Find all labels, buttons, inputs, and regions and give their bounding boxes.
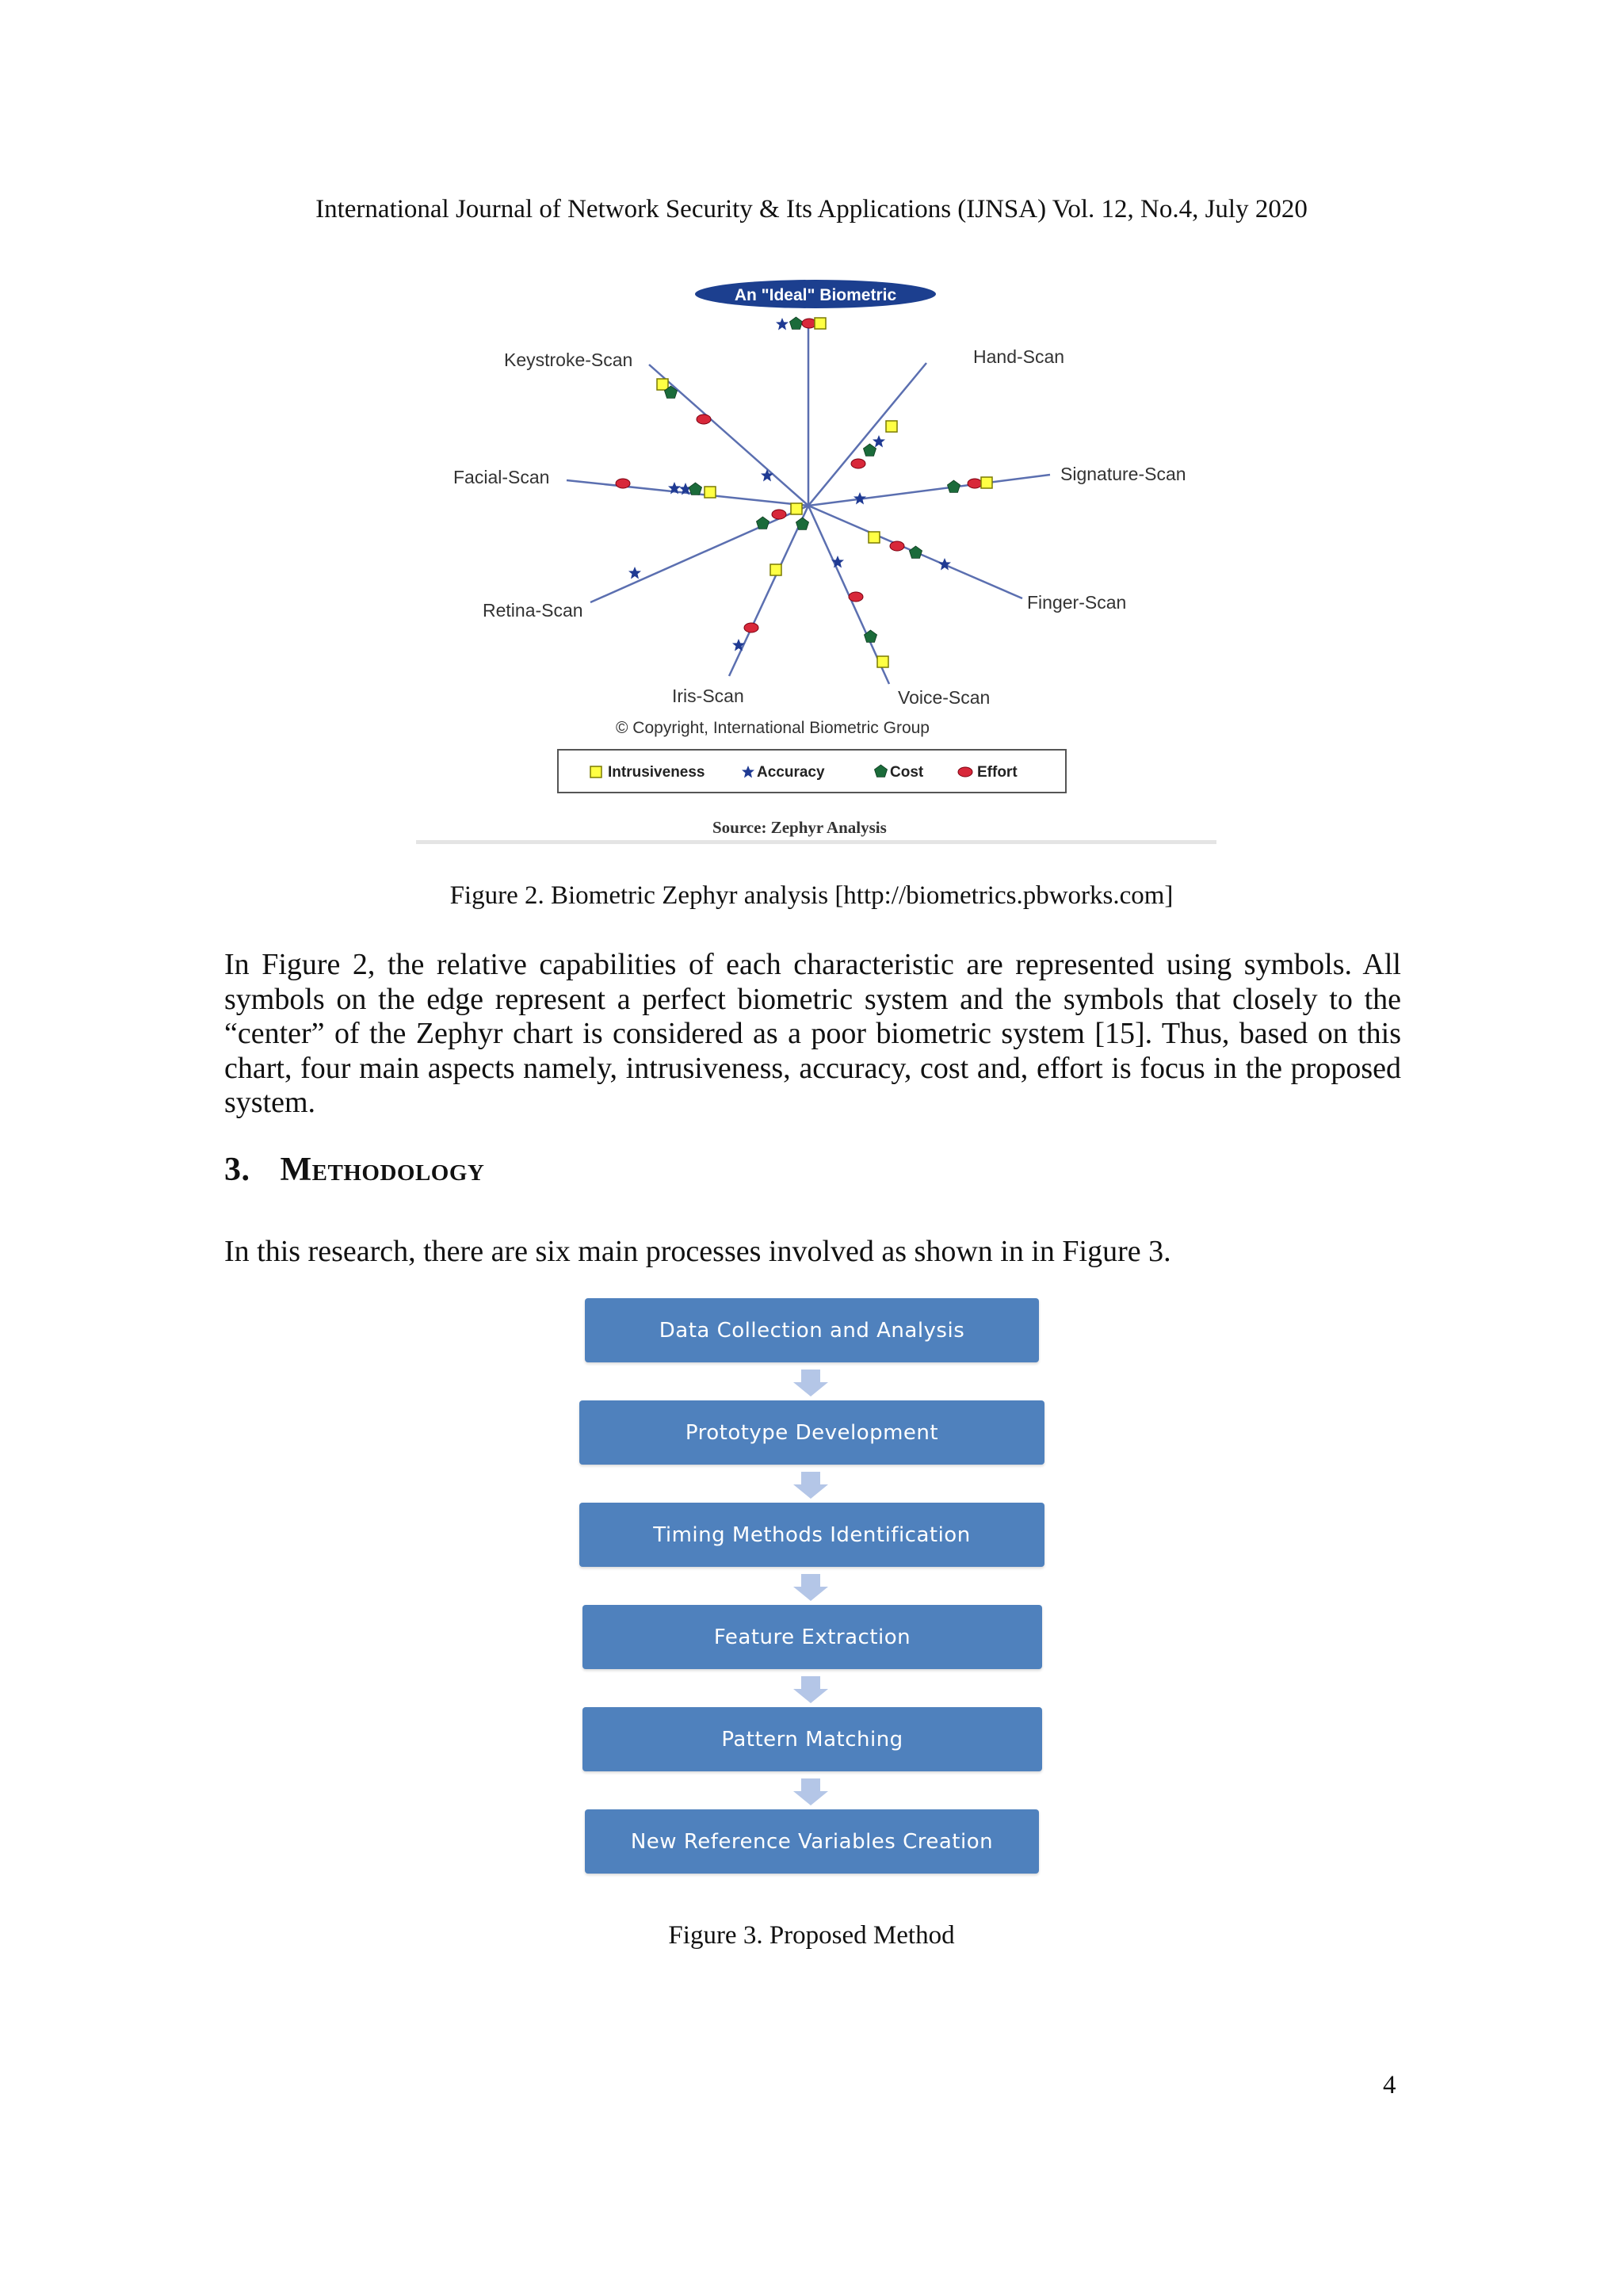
figure3-caption: Figure 3. Proposed Method [668, 1921, 955, 1950]
page-number: 4 [1383, 2071, 1396, 2099]
axis-label-signature: Signature-Scan [1060, 464, 1186, 484]
legend-label: Accuracy [757, 764, 825, 781]
chart-copyright: © Copyright, International Biometric Group [616, 719, 930, 737]
axis-label-retina: Retina-Scan [483, 600, 583, 621]
legend-label: Intrusiveness [608, 764, 705, 781]
section-number: 3. [224, 1152, 250, 1188]
flow-step-prototype: Prototype Development [579, 1400, 1044, 1465]
marker-effort [851, 459, 865, 468]
axis-label-facial: Facial-Scan [453, 467, 550, 487]
marker-cost [689, 483, 701, 495]
section-heading [224, 1151, 484, 1189]
axis-label-finger: Finger-Scan [1027, 592, 1127, 613]
marker-intrusiveness [705, 487, 716, 498]
down-arrow-icon [793, 1778, 828, 1807]
flow-step-pattern-matching: Pattern Matching [582, 1707, 1042, 1771]
marker-intrusiveness [815, 318, 826, 329]
marker-effort [772, 510, 786, 519]
marker-effort [744, 623, 758, 632]
axis-iris [729, 506, 808, 676]
down-arrow-icon [793, 1472, 828, 1500]
image-bottom-border [416, 840, 1216, 844]
legend-label: Effort [977, 764, 1018, 781]
marker-cost [909, 546, 922, 558]
marker-accuracy [628, 567, 641, 579]
marker-cost [789, 317, 802, 329]
chart-source: Source: Zephyr Analysis [712, 818, 887, 837]
down-arrow-icon [793, 1574, 828, 1603]
running-header: International Journal of Network Security & Its Applications (IJNSA) Vol. 12, No.4, July 2020 [315, 195, 1308, 223]
marker-accuracy [938, 558, 951, 571]
marker-intrusiveness [770, 564, 781, 575]
marker-accuracy [873, 435, 885, 448]
body-paragraph: In this research, there are six main processes involved as shown in in Figure 3. [224, 1235, 1171, 1268]
marker-cost [947, 480, 960, 492]
zephyr-chart [408, 244, 1216, 846]
marker-cost [863, 444, 876, 456]
marker-cost [796, 518, 808, 529]
chart-axes [567, 321, 1050, 684]
figure2-caption: Figure 2. Biometric Zephyr analysis [http://biometrics.pbworks.com] [449, 881, 1174, 910]
marker-intrusiveness [791, 503, 802, 514]
marker-intrusiveness [877, 656, 888, 667]
marker-accuracy [761, 469, 773, 482]
marker-effort [697, 415, 711, 424]
marker-intrusiveness [657, 379, 668, 390]
marker-cost [756, 517, 769, 529]
section-title: Methodology [280, 1152, 485, 1188]
marker-accuracy [776, 318, 789, 330]
chart-title: An "Ideal" Biometric [734, 286, 897, 304]
marker-effort [849, 592, 863, 602]
axis-retina [590, 506, 808, 602]
marker-intrusiveness [886, 421, 897, 432]
down-arrow-icon [793, 1676, 828, 1705]
axis-hand [808, 363, 926, 506]
axis-keystroke [649, 365, 808, 506]
marker-effort [968, 479, 982, 488]
axis-label-iris: Iris-Scan [672, 686, 744, 706]
marker-effort [616, 479, 630, 488]
axis-label-voice: Voice-Scan [898, 687, 991, 708]
axis-signature [808, 475, 1050, 506]
down-arrow-icon [793, 1370, 828, 1398]
marker-effort [890, 541, 904, 551]
legend-label: Cost [890, 764, 924, 781]
marker-intrusiveness [869, 532, 880, 543]
axis-label-hand: Hand-Scan [973, 346, 1065, 367]
flow-step-timing-methods: Timing Methods Identification [579, 1503, 1044, 1567]
legend-swatch-effort [958, 767, 972, 777]
legend-swatch-intrusiveness [590, 766, 601, 777]
axis-label-keystroke: Keystroke-Scan [504, 350, 633, 370]
flow-step-data-collection: Data Collection and Analysis [585, 1298, 1039, 1362]
flow-step-new-reference: New Reference Variables Creation [585, 1809, 1039, 1874]
body-paragraph: In Figure 2, the relative capabilities of each characteristic are represented using symbols. All symbols on the edge represent a perfect biometric system and the symbols that closely to the “center” of the Zephyr chart is considered as a poor biometric system [15]. Thus, based on this chart, four main aspects namely, intrusiveness, accuracy, cost and, effort is focus in the proposed system. [224, 948, 1401, 1119]
marker-intrusiveness [981, 477, 992, 488]
flow-step-feature-extraction: Feature Extraction [582, 1605, 1042, 1669]
